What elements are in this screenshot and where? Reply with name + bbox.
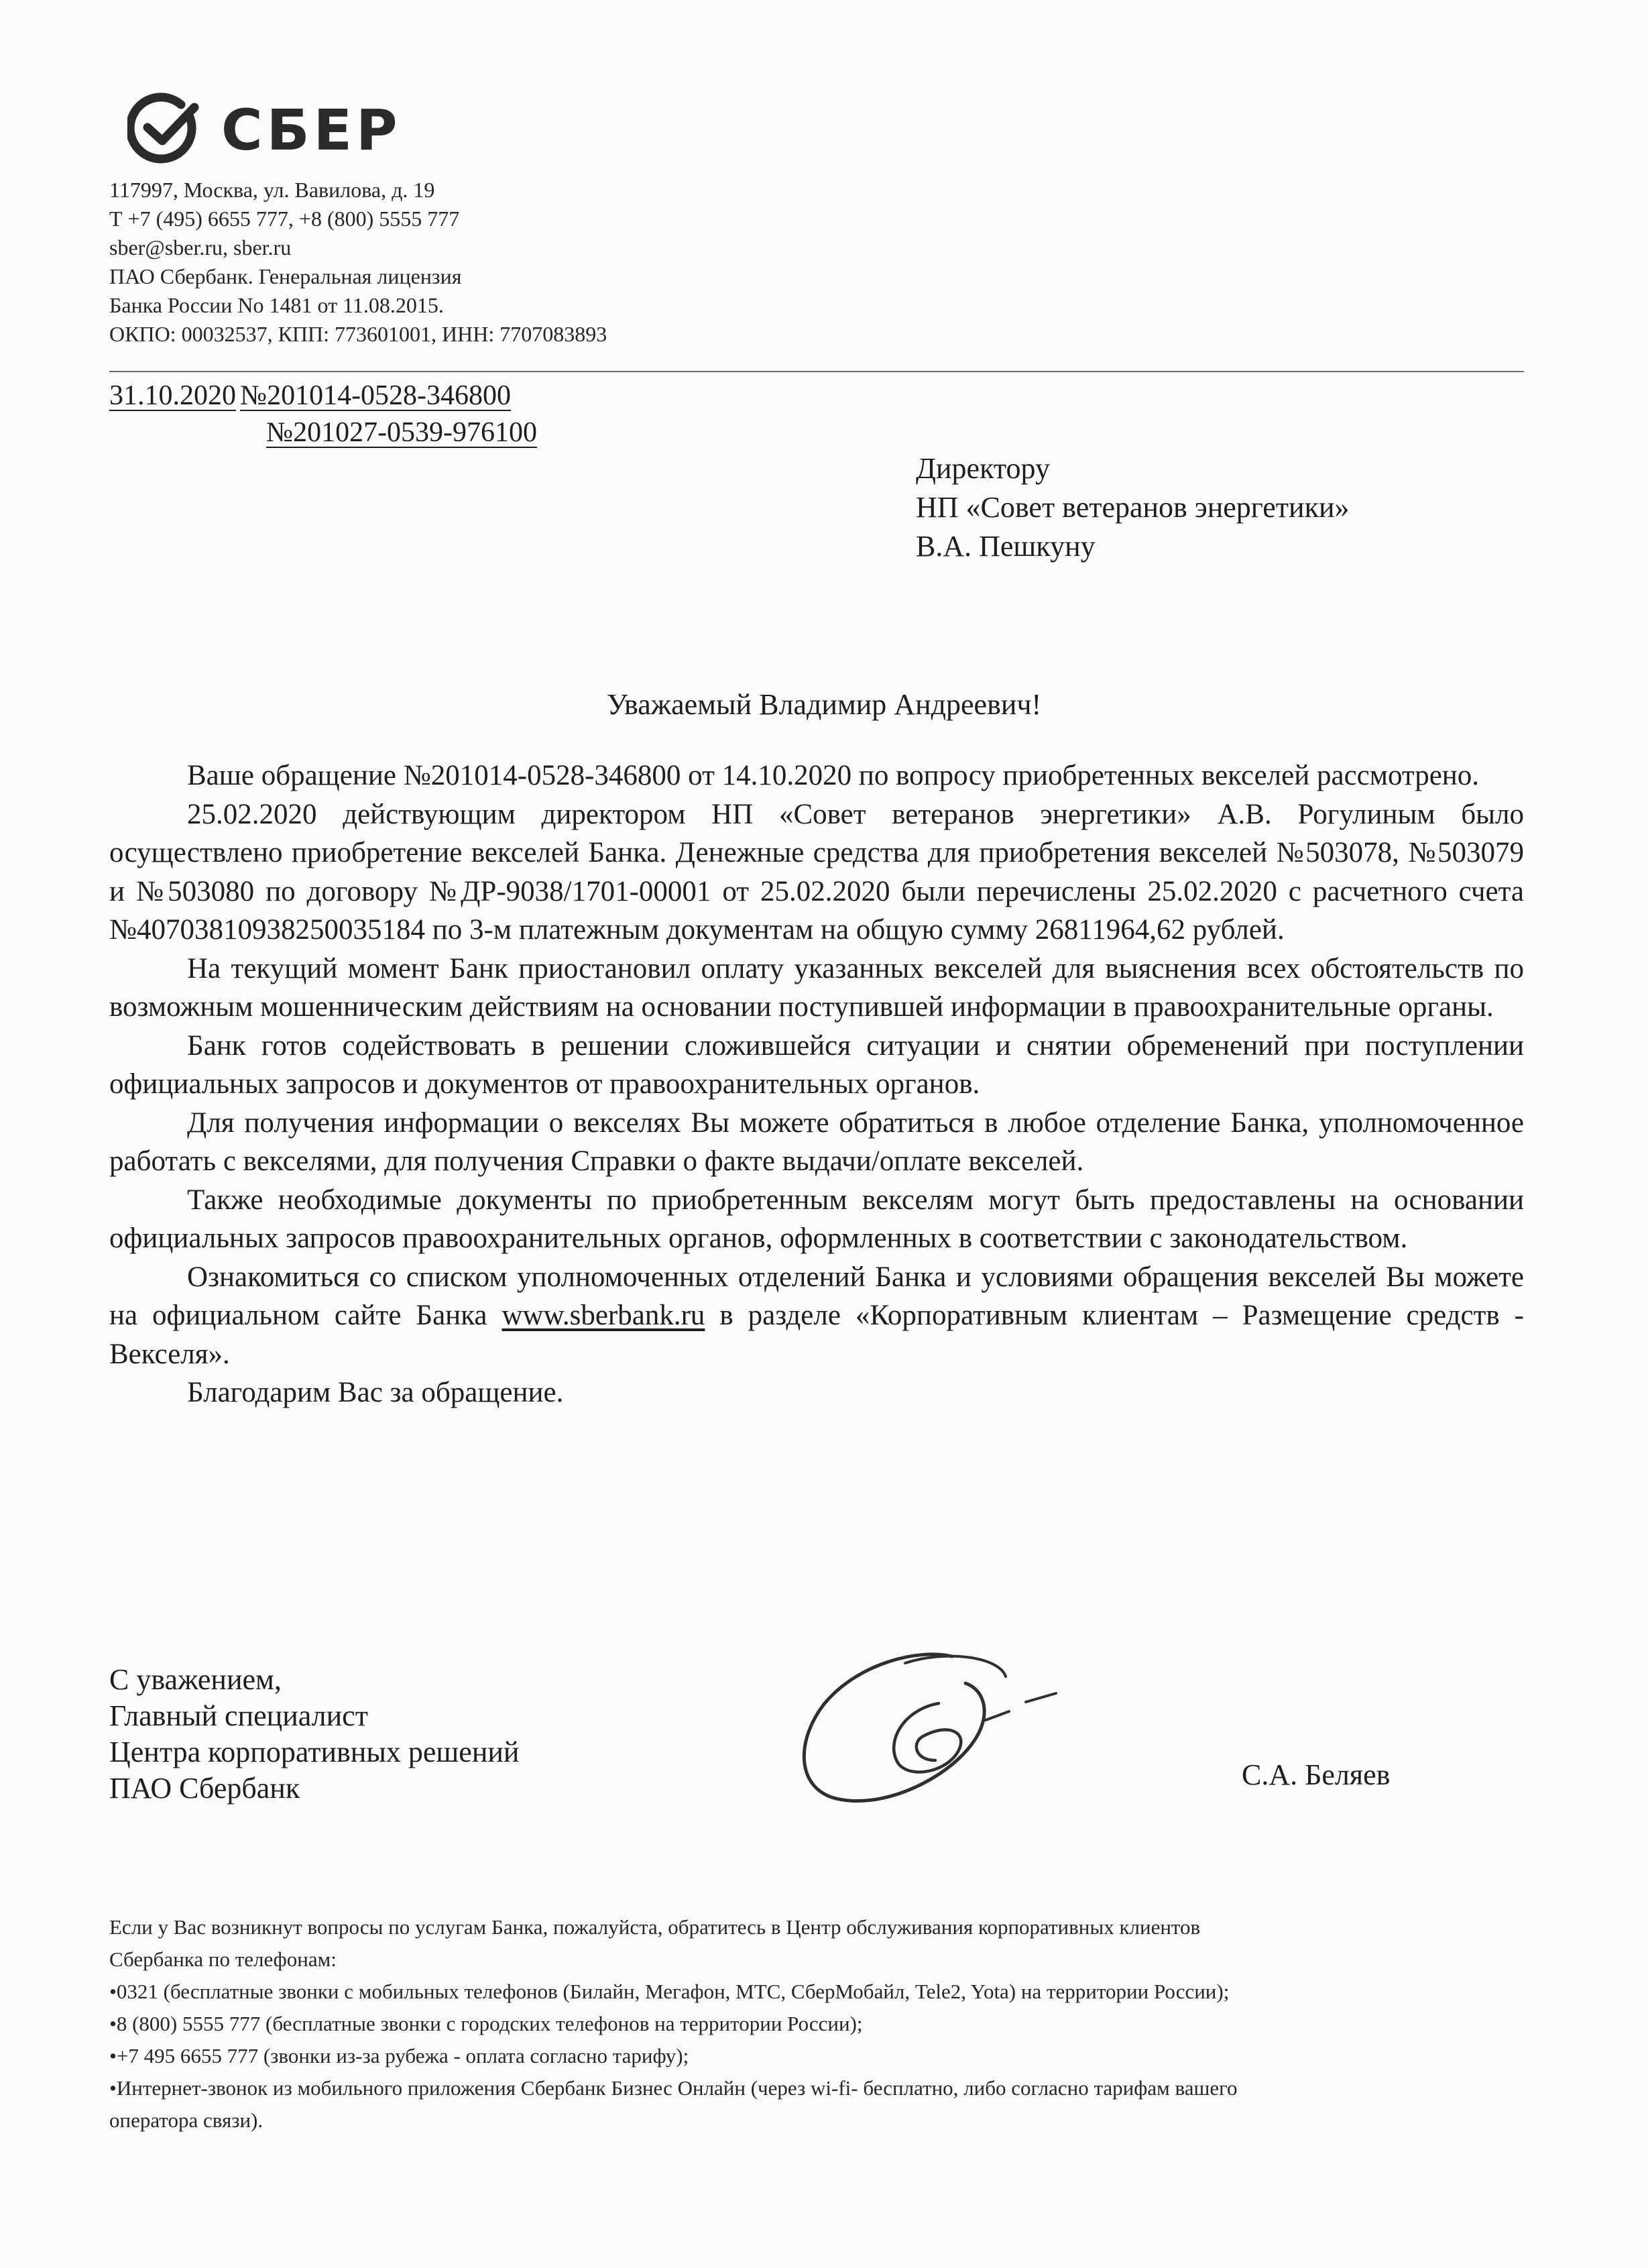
footer-line: •Интернет-звонок из мобильного приложения Сбербанк Бизнес Онлайн (через wi-fi- бесплатно, либо согласно тарифам вашего — [109, 2076, 1238, 2100]
closing-block — [109, 1662, 519, 1807]
addressee-block — [916, 449, 1350, 566]
addressee-organization: НП «Совет ветеранов энергетики» — [916, 491, 1350, 524]
bank-contact-block — [109, 176, 607, 349]
footer-line: оператора связи). — [109, 2108, 263, 2132]
ref-line-1 — [109, 378, 537, 414]
support-footer — [109, 1911, 1524, 2137]
footer-line: •0321 (бесплатные звонки с мобильных телефонов (Билайн, Мегафон, МТС, СберМобайл, Tele2, Yota) на территории России); — [109, 1980, 1230, 2003]
body-paragraph: На текущий момент Банк приостановил оплату указанных векселей для выяснения всех обстоятельств по возможным мошенническим действиям на основании поступившей информации в правоохранительные органы. — [109, 952, 1524, 1023]
addressee-name: В.А. Пешкуну — [916, 530, 1096, 563]
signer-name: С.А. Беляев — [1242, 1758, 1391, 1791]
contact-address: 117997, Москва, ул. Вавилова, д. 19 — [109, 178, 435, 202]
footer-line: •8 (800) 5555 777 (бесплатные звонки с городских телефонов на территории России); — [109, 2012, 863, 2035]
footer-line: Сбербанка по телефонам: — [109, 1947, 337, 1971]
contact-codes: ОКПО: 00032537, КПП: 773601001, ИНН: 7707083893 — [109, 322, 607, 346]
website-text-after: в разделе «Корпоративным клиентам – Размещение средств - Векселя». — [109, 1300, 1524, 1370]
closing-department: Центра корпоративных решений — [109, 1736, 520, 1768]
website-link[interactable]: www.sberbank.ru — [502, 1300, 705, 1331]
body-paragraph: Ваше обращение №201014-0528-346800 от 14.10.2020 по вопросу приобретенных векселей рассмотрено. — [187, 760, 1480, 791]
ref-number-2: №201027-0539-976100 — [266, 417, 538, 448]
contact-license-2: Банка России No 1481 от 11.08.2015. — [109, 293, 444, 317]
sber-logo — [127, 93, 402, 166]
handwritten-signature — [784, 1636, 1086, 1824]
header-divider — [109, 371, 1524, 372]
closing-company: ПАО Сбербанк — [109, 1772, 300, 1805]
salutation: Уважаемый Владимир Андреевич! — [606, 688, 1042, 721]
logo-wordmark: СБЕР — [221, 97, 402, 163]
contact-emails: sber@sber.ru, sber.ru — [109, 235, 292, 260]
addressee-position: Директору — [916, 452, 1050, 485]
body-paragraph-thanks: Благодарим Вас за обращение. — [187, 1377, 564, 1408]
ref-number-1: №201014-0528-346800 — [240, 380, 512, 411]
contact-license-1: ПАО Сбербанк. Генеральная лицензия — [109, 264, 462, 288]
body-paragraph: Также необходимые документы по приобретенным векселям могут быть предоставлены на основании официальных запросов правоохранительных органов, оформленных в соответствии с законодательством. — [109, 1184, 1524, 1254]
ref-date: 31.10.2020 — [109, 380, 236, 411]
body-paragraph: Банк готов содействовать в решении сложившейся ситуации и снятии обременений при поступлении официальных запросов и документов от правоохранительных органов. — [109, 1029, 1524, 1100]
body-paragraph-website — [109, 1258, 1524, 1374]
document-reference — [109, 378, 537, 451]
sber-checkmark-icon — [127, 93, 202, 168]
footer-line: •+7 495 6655 777 (звонки из-за рубежа - оплата согласно тарифу); — [109, 2044, 689, 2067]
contact-phones: Т +7 (495) 6655 777, +8 (800) 5555 777 — [109, 207, 460, 231]
ref-line-2 — [109, 414, 537, 451]
closing-title: Главный специалист — [109, 1699, 368, 1732]
footer-line: Если у Вас возникнут вопросы по услугам Банка, пожалуйста, обратитесь в Центр обслуживания корпоративных клиентов — [109, 1915, 1201, 1939]
letter-body — [109, 756, 1524, 1412]
body-paragraph: Для получения информации о векселях Вы можете обратиться в любое отделение Банка, уполномоченное работать с векселями, для получения Справки о факте выдачи/оплате векселей. — [109, 1107, 1524, 1177]
body-paragraph: 25.02.2020 действующим директором НП «Совет ветеранов энергетики» А.В. Рогулиным было осуществлено приобретение векселей Банка. Денежные средства для приобретения векселей №503078, №503079 и №503080 по договору №ДР-9038/1701-00001 от 25.02.2020 были перечислены 25.02.2020 с расчетного счета №40703810938250035184 по 3-м платежным документам на общую сумму 26811964,62 рублей. — [109, 798, 1524, 946]
website-text-before: Ознакомиться со списком уполномоченных отделений Банка и условиями обращения векселей Вы можете на официальном сайте Банка — [109, 1261, 1524, 1331]
closing-regards: С уважением, — [109, 1663, 282, 1696]
